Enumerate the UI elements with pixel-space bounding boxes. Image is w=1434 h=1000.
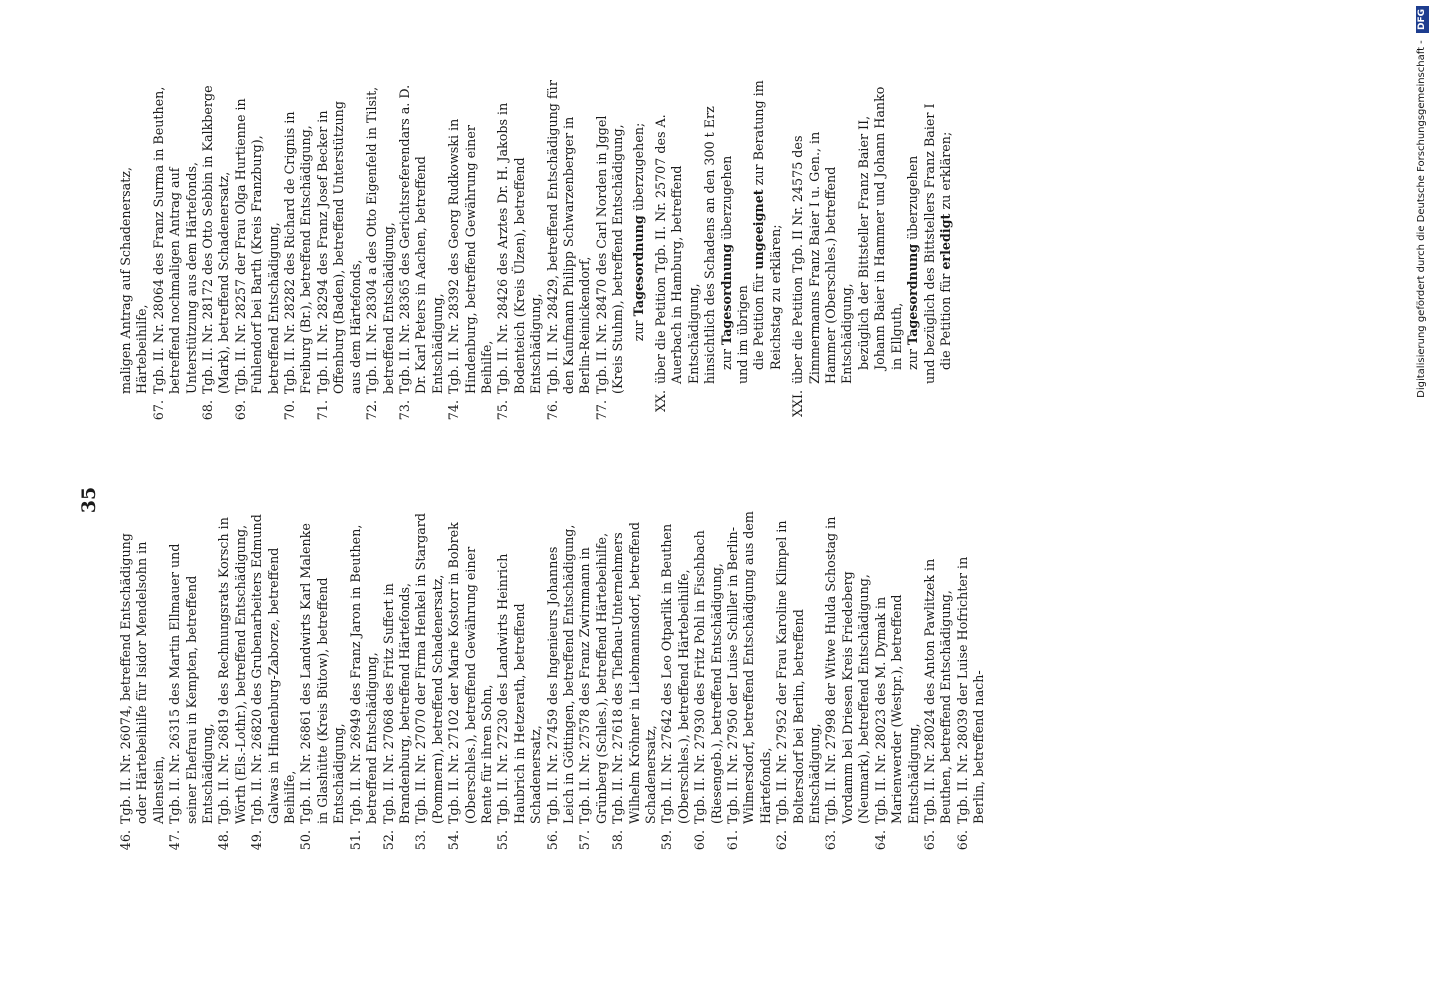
entry-text: Tgb. II. Nr. 26074, betreffend Entschädigung oder Härtebeihilfe für Isidor Mendelsohn in Allenstein, — [118, 533, 166, 824]
entry-number: 62. — [774, 830, 790, 851]
entry-number: 50. — [298, 830, 314, 851]
entry-text: Tgb. II. Nr. 28039 der Luise Hofrichter in Berlin, betreffend nach- — [954, 556, 987, 824]
entry-text: Tgb. II. Nr. 26820 des Grubenarbeiters Edmund Galwas in Hindenburg-Zaborze, betreffend Beihilfe, — [249, 514, 298, 824]
entry-number: 77. — [593, 400, 609, 421]
list-entry — [594, 80, 627, 440]
list-entry — [495, 80, 544, 440]
entry-number: 60. — [692, 830, 708, 851]
list-entry — [249, 510, 298, 870]
entry-number: 74. — [446, 400, 462, 421]
credit-text-row — [1410, 6, 1434, 994]
section-text: über die Petition Tgb. II Nr. 24575 des Zimmermanns Franz Baier I u. Gen., in Hammer (Oberschles.) betreffend Entschädigung, — [790, 131, 855, 384]
entry-number: 69. — [232, 400, 248, 421]
section-line-5 — [938, 80, 954, 384]
list-entry — [167, 510, 216, 870]
section-xx — [653, 80, 784, 440]
entry-text: Tgb. II. Nr. 27642 des Leo Otparlik in Beuthen (Oberschles.), betreffend Härtebeihilfe, — [659, 523, 691, 824]
entry-number: 46. — [118, 830, 133, 851]
entry-text: Tgb. II. Nr. 27952 der Frau Karoline Klimpel in Boltersdorf bei Berlin, betreffend Entschädigung, — [774, 520, 823, 824]
entry-text: Tgb. II. Nr. 28282 des Richard de Crignis in Freiburg (Br.), betreffend Entschädigung, — [282, 111, 314, 394]
entry-number: 65. — [921, 830, 937, 851]
entry-text: Tgb. II. Nr. 28023 des M. Dymak in Marienwerder (Westpr.), betreffend Entschädigung, — [872, 594, 921, 824]
entry-text: Tgb. II. Nr. 28429, betreffend Entschädigung für den Kaufmann Philipp Schwarzenberger in Berlin-Reinickendorf, — [544, 80, 593, 394]
section-line-3 — [905, 80, 921, 384]
list-entry — [955, 510, 988, 870]
entry-number: 48. — [216, 830, 232, 851]
list-entry — [118, 510, 167, 870]
entry-text: Tgb. II. Nr. 27618 des Tiefbau-Unternehmers Wilhelm Kröhner in Liebmannsdorf, betreffend Schadenersatz, — [610, 522, 658, 824]
entry-number: 56. — [544, 830, 560, 851]
entry-text: Tgb. II. Nr. 28064 des Franz Surma in Beuthen, betreffend nochmaligen Antrag auf Unterstützung aus dem Härtefonds, — [150, 86, 199, 394]
list-entry — [610, 510, 659, 870]
list-entry — [495, 510, 544, 870]
agenda-before: zur — [630, 316, 646, 342]
entry-number: 58. — [610, 830, 626, 851]
list-entry — [381, 510, 414, 870]
entry-text: Tgb. II. Nr. 27102 der Marie Kostorr in Bobrek (Oberschles.), betreffend Gewährung einer Rente für ihren Sohn, — [446, 522, 494, 824]
entry-number: 61. — [725, 830, 741, 851]
list-entry — [233, 80, 282, 440]
section-number: XXI. — [790, 390, 806, 418]
list-entry — [282, 80, 315, 440]
entry-text: Tgb. II. Nr. 28172 des Otto Sebbin in Kalkberge (Mark), betreffend Schadenersatz, — [200, 85, 232, 394]
section-line-2: bezüglich der Bittsteller Franz Baier II, Johann Baier in Hammer und Johann Hanko in Ellguth, — [855, 86, 904, 370]
line-after: zur Beratung im Reichstag zu erklären; — [751, 80, 783, 370]
line-bold: Tagesordnung — [905, 243, 921, 346]
entry-text: Tgb. II. Nr. 27578 des Franz Zwirnmann in Grünberg (Schles.), betreffend Härtebeihilfe, — [577, 532, 609, 824]
section-line-4: und bezüglich des Bittstellers Franz Baier I — [921, 103, 937, 384]
entry-number: 55. — [495, 830, 511, 851]
list-entry — [413, 510, 446, 870]
list-entry — [577, 510, 610, 870]
line-before: zur — [718, 345, 734, 370]
entry-number: 75. — [495, 400, 511, 421]
entry-text: Tgb. II. Nr. 27950 der Luise Schiller in Berlin-Wilmersdorf, betreffend Entschädigung aus dem Härtefonds, — [725, 511, 773, 824]
entry-text: Tgb. II. Nr. 27068 des Fritz Suffert in Brandenburg, betreffend Härtefonds, — [380, 582, 412, 824]
line-after: zu erklären; — [937, 131, 953, 214]
entry-number: 63. — [823, 830, 839, 851]
entry-number: 57. — [577, 830, 593, 851]
entry-text: Tgb. II. Nr. 26819 des Rechnungsrats Korsch in Wörth (Els.-Lothr.), betreffend Entschädigung, — [216, 517, 248, 824]
right-entries-list — [151, 80, 627, 440]
entry-text: Tgb. II. Nr. 26949 des Franz Jaron in Beuthen, betreffend Entschädigung, — [347, 524, 380, 824]
list-entry — [348, 510, 381, 870]
entry-text: Tgb. II. Nr. 26861 des Landwirts Karl Malenke in Glashütte (Kreis Bütow), betreffend Entschädigung, — [298, 523, 347, 824]
list-entry — [315, 80, 364, 440]
entry-number: 68. — [200, 400, 216, 421]
entry-number: 76. — [544, 400, 560, 421]
line-bold: erledigt — [937, 213, 953, 270]
line-after: überzugehen — [718, 155, 734, 244]
line-before: die Petition für — [751, 269, 767, 370]
page-number: 35 — [78, 486, 100, 514]
credit-text: Digitalisierung gefördert durch die Deutsche Forschungsgemeinschaft - — [1416, 40, 1427, 398]
entry-number: 52. — [380, 830, 396, 851]
section-text: über die Petition Tgb. II. Nr. 25707 des A. Auerbach in Hamburg, betreffend Entschädigung, — [653, 114, 701, 384]
entry-text: Tgb. II. Nr. 28024 des Anton Pawlitzek in Beuthen, betreffend Entschädigung, — [921, 558, 954, 824]
entry-text: Tgb. II. Nr. 28304 a des Otto Eigenfeld in Tilsit, betreffend Entschädigung, — [364, 86, 396, 394]
list-entry — [151, 80, 200, 440]
section-line-4: und im übrigen — [735, 285, 751, 384]
list-entry — [873, 510, 922, 870]
entry-number: 72. — [364, 400, 380, 421]
entry-text: Tgb. II. Nr. 27230 des Landwirts Heinrich Haubrich in Hetzerath, betreffend Schadenersatz, — [495, 553, 544, 824]
entry-text: Tgb. II. Nr. 27070 der Firma Henkel in Stargard (Pommern), betreffend Schadenersatz, — [413, 513, 445, 824]
entry-text: Tgb. II. Nr. 26315 des Martin Ellmauer und seiner Ehefrau in Kempten, betreffend Entschädigung, — [167, 543, 216, 824]
list-entry — [298, 510, 347, 870]
list-entry — [545, 510, 578, 870]
entry-number: 59. — [659, 830, 675, 851]
entry-text: Tgb. II. Nr. 27459 des Ingenieurs Johannes Leich in Göttingen, betreffend Entschädigung, — [544, 524, 576, 824]
digitization-credit — [1410, 6, 1434, 994]
list-entry — [725, 510, 774, 870]
agenda-bold: Tagesordnung — [630, 215, 646, 317]
entry-text: Tgb. II. Nr. 28426 des Arztes Dr. H. Jakobs in Bodenteich (Kreis Ülzen), betreffend Entschädigung, — [495, 102, 544, 394]
section-line-5 — [751, 80, 784, 384]
agenda-transfer-1 — [631, 80, 647, 440]
right-column — [118, 80, 954, 440]
list-entry — [200, 80, 233, 440]
section-line-2: hinsichtlich des Schadens an den 300 t Erz — [702, 106, 718, 384]
section-number: XX. — [653, 390, 668, 413]
entry-text: Tgb. II. Nr. 28470 des Carl Norden in Jggel (Kreis Stuhm), betreffend Entschädigung, — [593, 115, 626, 394]
entry-text: Tgb. II. Nr. 28365 des Gerichtsreferendars a. D. Dr. Karl Peters in Aachen, betreffend Entschädigung, — [396, 84, 445, 394]
entry-text: Tgb. II. Nr. 27998 der Witwe Hulda Schostag in Vordamm bei Driesen Kreis Friedeberg (Neumark), betreffend Entschädigung, — [823, 516, 872, 824]
line-after: überzugehen — [905, 155, 921, 244]
agenda-after: überzugehen; — [630, 122, 646, 216]
entry-number: 53. — [413, 830, 429, 851]
entry-number: 67. — [150, 400, 166, 421]
list-entry — [545, 80, 594, 440]
left-column — [118, 510, 988, 870]
entry-number: 73. — [396, 400, 412, 421]
list-entry — [659, 510, 692, 870]
dfg-logo: DFG — [1416, 6, 1429, 33]
entry-text: Tgb. II. Nr. 28392 des Georg Rudkowski in Hindenburg, betreffend Gewährung einer Beihilfe, — [446, 118, 494, 394]
list-entry — [774, 510, 823, 870]
line-before: die Petition für — [937, 269, 953, 370]
entry-number: 64. — [872, 830, 888, 851]
entry-text: Tgb. II. Nr. 28294 des Franz Josef Becker in Offenburg (Baden), betreffend Unterstützung aus dem Härtefonds, — [314, 101, 363, 394]
entry-number: 49. — [249, 830, 265, 851]
list-entry — [823, 510, 872, 870]
list-entry — [446, 510, 495, 870]
list-entry — [692, 510, 725, 870]
line-bold: Tagesordnung — [718, 243, 734, 346]
entry-number: 51. — [347, 830, 363, 851]
entry-number: 54. — [446, 830, 462, 851]
entry-text: Tgb. II. Nr. 27930 des Fritz Pohl in Fischbach (Riesengeb.), betreffend Entschädigung, — [692, 530, 724, 824]
entry-text: Tgb. II. Nr. 28257 der Frau Olga Hurtienne in Fuhlendorf bei Barth (Kreis Franzburg), betreffend Entschädigung, — [232, 98, 281, 394]
list-entry — [216, 510, 249, 870]
entry-number: 71. — [314, 400, 330, 421]
continuation-text: maligen Antrag auf Schadenersatz, Härtebeihilfe, — [118, 166, 150, 394]
line-before: zur — [905, 345, 921, 370]
list-entry — [397, 80, 446, 440]
section-xxi — [790, 80, 954, 440]
line-bold: ungeeignet — [751, 189, 767, 270]
list-entry — [446, 80, 495, 440]
section-line-3 — [719, 80, 735, 384]
entry-number: 66. — [954, 830, 970, 851]
list-entry — [364, 80, 397, 440]
entry-number: 47. — [167, 830, 183, 851]
entry-number: 70. — [282, 400, 298, 421]
list-entry — [922, 510, 955, 870]
